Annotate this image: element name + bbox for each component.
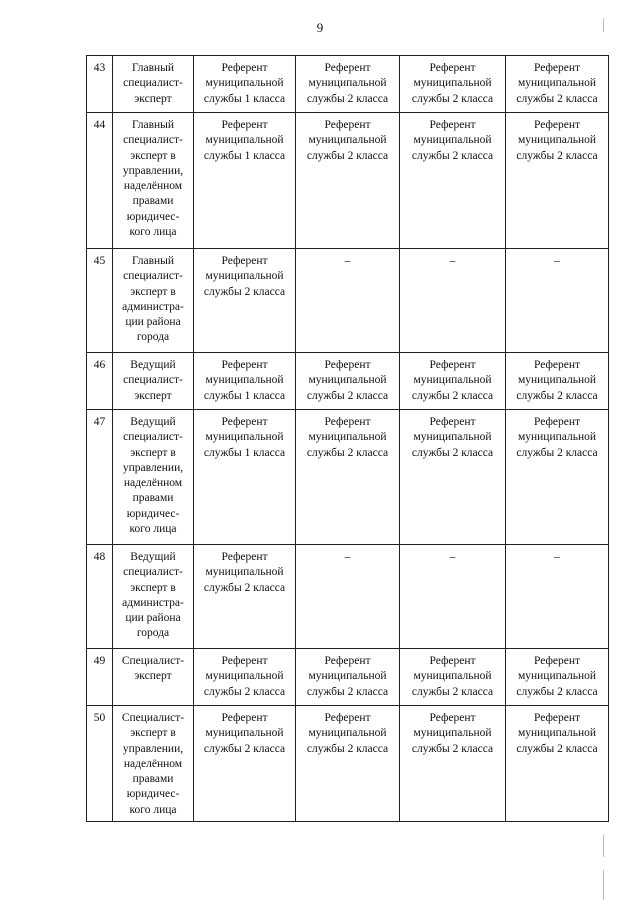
position-title-line: управлении, [122, 461, 184, 474]
class-rank-cell [506, 649, 609, 706]
class-rank-line: службы 2 класса [516, 685, 598, 698]
position-title-line: кого лица [129, 226, 177, 239]
position-title-line: эксперт в [130, 149, 176, 162]
class-rank-line: службы 2 класса [411, 389, 494, 402]
class-rank-cell [506, 545, 609, 649]
position-title-line: правами [132, 773, 174, 786]
class-rank-cell [400, 706, 506, 822]
position-title-line: управлении, [122, 164, 184, 177]
position-title-line: эксперт [134, 389, 172, 402]
class-rank-line: Референт [221, 712, 268, 724]
class-rank-line: муниципальной [205, 77, 284, 90]
position-title-line: администра- [122, 300, 184, 313]
class-rank-line: муниципальной [308, 134, 387, 147]
position-title-cell [113, 706, 194, 822]
position-title-cell [113, 56, 194, 113]
position-title-line: специалист- [123, 374, 183, 387]
class-rank-line: муниципальной [308, 727, 387, 740]
class-rank-cell [296, 56, 400, 113]
class-rank-cell [296, 410, 400, 545]
position-title-line: юридичес- [126, 210, 180, 223]
class-rank-line: службы 2 класса [411, 685, 494, 698]
dash-mark: – [344, 255, 351, 267]
class-rank-line: службы 2 класса [411, 742, 494, 755]
position-title-line: эксперт в [130, 446, 176, 459]
class-rank-cell [296, 649, 400, 706]
dash-mark: – [449, 255, 456, 267]
class-rank-line: службы 2 класса [306, 92, 389, 105]
scan-edge-mark [603, 870, 604, 900]
class-rank-line: службы 2 класса [411, 92, 494, 105]
position-title-line: специалист- [123, 566, 183, 579]
class-rank-line: службы 2 класса [516, 389, 598, 402]
class-rank-cell [400, 410, 506, 545]
class-rank-line: Референт [324, 119, 371, 131]
class-rank-cell [194, 56, 296, 113]
class-rank-cell [506, 353, 609, 410]
class-rank-line: Референт [221, 255, 268, 267]
table-body [87, 56, 609, 822]
class-rank-line: Референт [429, 62, 476, 74]
position-title-line: юридичес- [126, 788, 180, 801]
class-rank-line: службы 2 класса [516, 742, 598, 755]
class-rank-line: службы 2 класса [516, 446, 598, 459]
class-rank-line: службы 2 класса [306, 389, 389, 402]
class-rank-cell [506, 249, 609, 353]
class-rank-line: Референт [324, 359, 371, 371]
class-rank-line: службы 2 класса [516, 92, 598, 105]
position-title-cell [113, 113, 194, 249]
class-rank-cell [194, 545, 296, 649]
position-title-line: эксперт [134, 670, 172, 683]
class-rank-line: Референт [429, 712, 476, 724]
class-rank-line: Референт [221, 119, 268, 131]
class-rank-line: Референт [221, 416, 268, 428]
table-row [87, 249, 609, 353]
class-rank-line: Референт [533, 655, 581, 667]
class-rank-cell [400, 113, 506, 249]
class-rank-line: Референт [533, 62, 581, 74]
position-title-line: эксперт в [130, 727, 176, 740]
class-rank-line: службы 2 класса [306, 685, 389, 698]
class-rank-line: муниципальной [308, 77, 387, 90]
class-rank-cell [296, 113, 400, 249]
position-title-line: специалист- [123, 270, 183, 283]
position-title-cell [113, 353, 194, 410]
position-title-line: Специалист- [121, 655, 185, 667]
class-rank-line: Референт [429, 655, 476, 667]
scan-edge-mark [603, 835, 604, 857]
position-title-line: Ведущий [130, 359, 176, 371]
class-rank-line: муниципальной [205, 374, 284, 387]
class-rank-line: службы 1 класса [203, 149, 286, 162]
row-number: 49 [87, 649, 113, 706]
dash-mark: – [554, 551, 560, 563]
position-title-line: правами [132, 492, 174, 505]
class-rank-line: службы 2 класса [516, 149, 598, 162]
position-title-line: эксперт в [130, 285, 176, 298]
dash-mark: – [554, 255, 560, 267]
dash-mark: – [344, 551, 351, 563]
table-row [87, 706, 609, 822]
class-rank-line: муниципальной [517, 431, 597, 444]
class-rank-line: муниципальной [308, 431, 387, 444]
position-title-line: наделённом [123, 477, 183, 490]
position-title-line: ции района [125, 612, 181, 625]
class-rank-line: службы 2 класса [306, 149, 389, 162]
class-rank-line: муниципальной [308, 374, 387, 387]
position-title-line: управлении, [122, 742, 184, 755]
position-title-line: специалист- [123, 77, 183, 90]
class-rank-line: службы 2 класса [306, 742, 389, 755]
class-rank-line: Референт [533, 119, 581, 131]
class-rank-cell [194, 706, 296, 822]
class-rank-line: Референт [324, 712, 371, 724]
class-rank-cell [506, 113, 609, 249]
row-number: 43 [87, 56, 113, 113]
class-rank-line: службы 2 класса [203, 581, 286, 594]
class-rank-line: муниципальной [205, 134, 284, 147]
class-rank-line: Референт [533, 712, 581, 724]
class-rank-line: службы 2 класса [203, 285, 286, 298]
class-rank-line: Референт [221, 62, 268, 74]
position-title-line: Ведущий [130, 416, 176, 428]
position-title-line: наделённом [123, 180, 183, 193]
class-rank-cell [194, 410, 296, 545]
position-title-line: Главный [131, 119, 175, 131]
class-rank-line: Референт [429, 359, 476, 371]
class-rank-cell [506, 706, 609, 822]
position-title-line: города [136, 627, 170, 640]
position-class-table [86, 55, 609, 822]
class-rank-line: службы 2 класса [203, 685, 286, 698]
position-title-cell [113, 410, 194, 545]
class-rank-line: Референт [221, 551, 268, 563]
row-number: 44 [87, 113, 113, 249]
class-rank-line: муниципальной [517, 77, 597, 90]
table-row [87, 545, 609, 649]
class-rank-line: службы 1 класса [203, 92, 286, 105]
row-number: 45 [87, 249, 113, 353]
position-title-line: кого лица [129, 523, 177, 536]
class-rank-line: Референт [221, 655, 268, 667]
class-rank-cell [296, 249, 400, 353]
table-row [87, 410, 609, 545]
table-row [87, 649, 609, 706]
row-number: 48 [87, 545, 113, 649]
class-rank-line: муниципальной [517, 727, 597, 740]
class-rank-cell [194, 113, 296, 249]
position-title-line: эксперт в [130, 581, 176, 594]
class-rank-line: Референт [533, 359, 581, 371]
class-rank-line: Референт [324, 416, 371, 428]
position-title-line: ции района [125, 316, 181, 329]
class-rank-line: службы 2 класса [203, 742, 286, 755]
position-title-line: города [136, 331, 170, 344]
position-title-line: Ведущий [130, 551, 176, 563]
class-rank-cell [400, 649, 506, 706]
table-row [87, 113, 609, 249]
class-rank-line: службы 2 класса [306, 446, 389, 459]
class-rank-cell [194, 353, 296, 410]
class-rank-line: муниципальной [517, 134, 597, 147]
class-rank-line: муниципальной [205, 670, 284, 683]
position-title-cell [113, 649, 194, 706]
position-title-line: Специалист- [121, 712, 185, 724]
position-title-line: юридичес- [126, 507, 180, 520]
class-rank-line: Референт [221, 359, 268, 371]
class-rank-cell [400, 56, 506, 113]
position-title-line: Главный [131, 255, 175, 267]
class-rank-cell [400, 353, 506, 410]
class-rank-cell [194, 649, 296, 706]
class-rank-line: муниципальной [413, 431, 492, 444]
position-title-line: специалист- [123, 431, 183, 444]
class-rank-line: Референт [429, 416, 476, 428]
class-rank-line: муниципальной [205, 270, 284, 283]
position-title-line: эксперт [134, 92, 172, 105]
page-number: 9 [316, 20, 324, 35]
class-rank-line: Референт [324, 655, 371, 667]
class-rank-cell [296, 353, 400, 410]
class-rank-line: службы 2 класса [411, 446, 494, 459]
position-title-cell [113, 545, 194, 649]
class-rank-cell [506, 56, 609, 113]
class-rank-cell [296, 545, 400, 649]
position-title-line: наделённом [123, 757, 183, 770]
class-rank-line: муниципальной [205, 566, 284, 579]
position-title-line: администра- [122, 596, 184, 609]
class-rank-cell [400, 545, 506, 649]
class-rank-line: муниципальной [517, 670, 597, 683]
position-title-line: специалист- [123, 134, 183, 147]
class-rank-line: службы 2 класса [411, 149, 494, 162]
class-rank-cell [400, 249, 506, 353]
class-rank-line: Референт [533, 416, 581, 428]
row-number: 47 [87, 410, 113, 545]
class-rank-line: муниципальной [413, 374, 492, 387]
class-rank-line: службы 1 класса [203, 446, 286, 459]
row-number: 50 [87, 706, 113, 822]
position-title-line: правами [132, 195, 174, 208]
class-rank-cell [506, 410, 609, 545]
class-rank-line: муниципальной [308, 670, 387, 683]
scan-edge-mark [603, 18, 604, 32]
class-rank-line: службы 1 класса [203, 389, 286, 402]
class-rank-line: муниципальной [413, 670, 492, 683]
class-rank-line: Референт [324, 62, 371, 74]
position-title-line: Главный [131, 62, 175, 74]
class-rank-line: муниципальной [413, 134, 492, 147]
dash-mark: – [449, 551, 456, 563]
position-title-cell [113, 249, 194, 353]
class-rank-line: Референт [429, 119, 476, 131]
class-rank-cell [194, 249, 296, 353]
class-rank-line: муниципальной [413, 727, 492, 740]
position-title-line: кого лица [129, 803, 177, 816]
class-rank-cell [296, 706, 400, 822]
class-rank-line: муниципальной [413, 77, 492, 90]
row-number: 46 [87, 353, 113, 410]
class-rank-line: муниципальной [205, 431, 284, 444]
table-row [87, 353, 609, 410]
table-row [87, 56, 609, 113]
class-rank-line: муниципальной [205, 727, 284, 740]
class-rank-line: муниципальной [517, 374, 597, 387]
